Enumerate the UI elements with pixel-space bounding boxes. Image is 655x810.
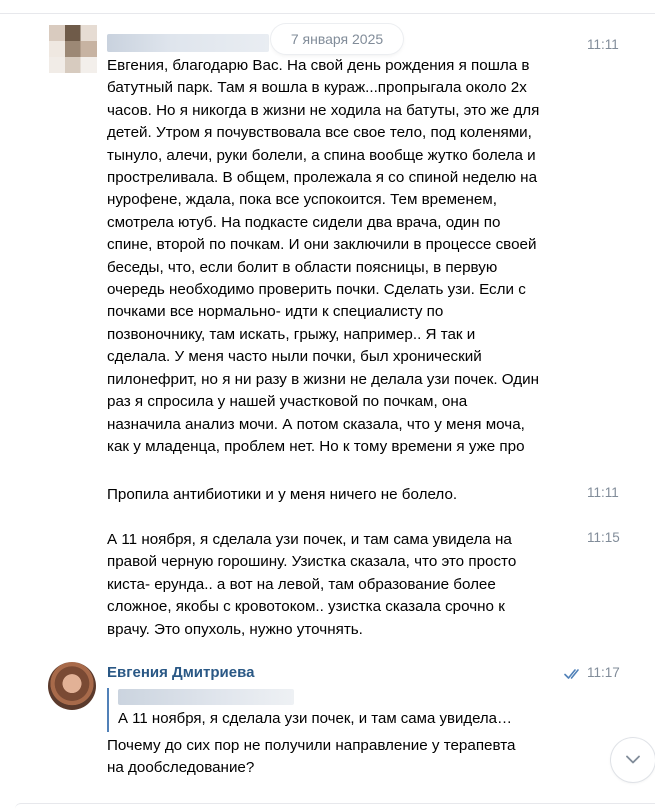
- sender-name-blurred[interactable]: [107, 34, 269, 52]
- top-divider: [0, 0, 655, 14]
- quoted-author-blurred[interactable]: [118, 689, 294, 705]
- quoted-message-text[interactable]: А 11 ноября, я сделала узи почек, и там сама увидела…: [118, 710, 513, 727]
- reply-quote-bar: [107, 688, 109, 732]
- date-divider: 7 января 2025: [271, 24, 403, 54]
- message-text: Почему до сих пор не получили направление у терапевта на дообследование?: [107, 737, 516, 777]
- message-text: А 11 ноября, я сделала узи почек, и там сама увидела на правой черную горошину. Узистка сказала, что это просто киста- ерунда.. а вот на левой, там образование более сложное, якобы с кровотоком.. узистка сказала срочно к врачу. Это опухоль, нужно уточнять.: [107, 531, 517, 638]
- chevron-down-icon: [626, 755, 640, 764]
- avatar[interactable]: [48, 662, 96, 710]
- message-time: 11:11: [587, 37, 619, 52]
- message-time: 11:11: [587, 485, 619, 500]
- message-time: 11:15: [587, 530, 620, 545]
- sender-avatar-blurred[interactable]: [49, 25, 97, 73]
- message-text: Евгения, благодарю Вас. На свой день рождения я пошла в батутный парк. Там я вошла в кураж...пропрыгала около 2х часов. Но я никогда в жизни не ходила на батуты, это же для детей. Утром я почувствовала все свое тело, под коленями, тынуло, алечи, руки болели, а спина вообще жутко болела и простреливала. В общем, пролежала я со спиной неделю на нурофене, ждала, пока все успокоится. Тем временем, смотрела ютуб. На подкасте сидели два врача, один по спине, второй по почкам. И они заключили в процессе своей беседы, что, если болит в области поясницы, в первую очередь необходимо проверить почки. Сделать узи. Если с почками все нормально- идти к специалисту по позвоночнику, там искать, грыжу, например.. Я так и сделала. У меня часто ныли почки, был хронический пилонефрит, но я ни разу в жизни не делала узи почек. Один раз я спросила у нашей участковой по почкам, она назначила анализ мочи. А потом сказала, что у меня моча, как у младенца, проблем нет. Но к тому времени я уже про: [107, 57, 540, 455]
- double-check-icon: [564, 668, 582, 680]
- message-text: Пропила антибиотики и у меня ничего не болело.: [107, 486, 458, 503]
- message-time: 11:17: [587, 665, 620, 680]
- scroll-down-button[interactable]: [611, 738, 655, 782]
- author-name[interactable]: Евгения Дмитриева: [107, 664, 255, 681]
